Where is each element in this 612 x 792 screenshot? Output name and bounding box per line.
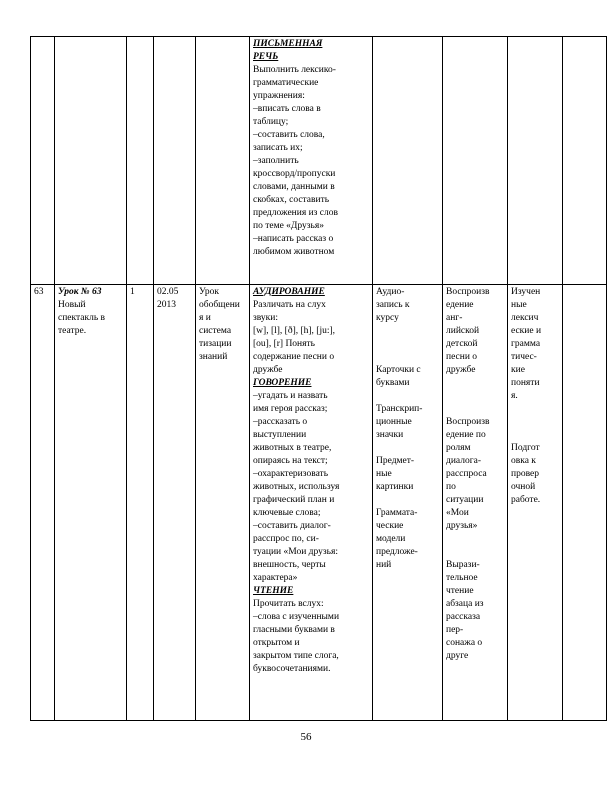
table-row	[31, 285, 607, 721]
extra-cell	[563, 285, 607, 721]
text-line: дружбе	[253, 365, 283, 375]
spacer	[376, 442, 439, 455]
number-cell	[31, 37, 55, 285]
text-line: значки	[376, 430, 404, 440]
text-line: Подгот	[511, 443, 540, 453]
spacer	[446, 546, 504, 559]
text-line: Предмет-	[376, 456, 415, 466]
text-line: Транскрип-	[376, 404, 423, 414]
text-line: еские и	[511, 326, 542, 336]
number-cell	[31, 285, 55, 721]
text-line: закрытом типе слога,	[253, 651, 339, 661]
text-line: по	[446, 482, 456, 492]
text-line: система	[199, 326, 232, 336]
text-line: –охарактеризовать	[253, 469, 329, 479]
text-line: Вырази-	[446, 560, 480, 570]
lesson-hours: 1	[130, 287, 135, 297]
text-line: спектакль в	[58, 313, 106, 323]
hours-cell	[127, 285, 154, 721]
text-line: имя героя рассказ;	[253, 404, 328, 414]
section-heading: РЕЧЬ	[253, 52, 279, 62]
text-line: 02.05	[157, 287, 179, 297]
text-line: лексич	[511, 313, 539, 323]
text-line: гласными буквами в	[253, 625, 335, 635]
text-line: лийской	[446, 326, 480, 336]
text-line: ческие	[376, 521, 404, 531]
spacer	[446, 377, 504, 390]
text-line: таблицу;	[253, 117, 289, 127]
text-line: детской	[446, 339, 478, 349]
text-line: обобщени	[199, 300, 240, 310]
text-line: ключевые слова;	[253, 508, 321, 518]
text-line: тельное	[446, 573, 478, 583]
text-line: тичес-	[511, 352, 537, 362]
text-line: животных, используя	[253, 482, 340, 492]
spacer	[511, 403, 559, 416]
spacer	[376, 390, 439, 403]
text-line: тизации	[199, 339, 232, 349]
text-line: –составить диалог-	[253, 521, 331, 531]
text-line: рассказа	[446, 612, 481, 622]
date-cell	[154, 285, 196, 721]
text-line: содержание песни о	[253, 352, 335, 362]
lesson-title-cell	[55, 285, 127, 721]
text-line: скобках, составить	[253, 195, 330, 205]
text-line: я.	[511, 391, 518, 401]
text-line: едение	[446, 300, 474, 310]
activities-cell	[443, 37, 508, 285]
text-line: [ou], [r] Понять	[253, 339, 315, 349]
text-line: грамматические	[253, 78, 319, 88]
text-line: Граммата-	[376, 508, 418, 518]
materials-cell	[373, 285, 443, 721]
text-line: модели	[376, 534, 406, 544]
text-line: животных в театре,	[253, 443, 332, 453]
text-line: ционные	[376, 417, 412, 427]
text-line: –написать рассказ о	[253, 234, 334, 244]
text-line: Воспроизв	[446, 287, 490, 297]
text-line: анг-	[446, 313, 463, 323]
text-line: 2013	[157, 300, 176, 310]
spacer	[446, 390, 504, 403]
date-cell	[154, 37, 196, 285]
text-line: овка к	[511, 456, 536, 466]
lesson-type-cell	[196, 285, 250, 721]
text-line: ные	[511, 300, 527, 310]
text-line: запись к	[376, 300, 410, 310]
text-line: пер-	[446, 625, 464, 635]
text-line: ситуации	[446, 495, 484, 505]
text-line: –угадать и назвать	[253, 391, 328, 401]
text-line: Карточки с	[376, 365, 421, 375]
text-line: диалога-	[446, 456, 481, 466]
text-line: дружбе	[446, 365, 476, 375]
text-line: провер	[511, 469, 539, 479]
hours-cell	[127, 37, 154, 285]
text-line: по теме «Друзья»	[253, 221, 324, 231]
text-line: любимом животном	[253, 247, 335, 257]
text-line: предложения из слов	[253, 208, 338, 218]
text-line: –рассказать о	[253, 417, 308, 427]
text-line: ний	[376, 560, 392, 570]
text-line: –слова с изученными	[253, 612, 340, 622]
spacer	[511, 416, 559, 429]
text-line: я и	[199, 313, 211, 323]
lesson-title-cell	[55, 37, 127, 285]
text-line: театре.	[58, 326, 87, 336]
spacer	[376, 325, 439, 338]
text-line: опираясь на текст;	[253, 456, 328, 466]
text-line: графический план и	[253, 495, 335, 505]
table-row	[31, 37, 607, 285]
spacer	[376, 338, 439, 351]
text-line: абзаца из	[446, 599, 484, 609]
content-cell	[250, 37, 373, 285]
text-line: едение по	[446, 430, 486, 440]
text-line: грамма	[511, 339, 541, 349]
text-line: друге	[446, 651, 469, 661]
lesson-type-cell	[196, 37, 250, 285]
section-heading: АУДИРОВАНИЕ	[253, 287, 325, 297]
control-cell	[508, 285, 563, 721]
text-line: сонажа о	[446, 638, 483, 648]
section-heading: ГОВОРЕНИЕ	[253, 378, 312, 388]
text-line: упражнения:	[253, 91, 305, 101]
text-line: кие	[511, 365, 525, 375]
spacer	[376, 351, 439, 364]
text-line: Воспроизв	[446, 417, 490, 427]
text-line: Прочитать вслух:	[253, 599, 324, 609]
text-line: записать их;	[253, 143, 303, 153]
text-line: Выполнить лексико-	[253, 65, 336, 75]
section-heading: ПИСЬМЕННАЯ	[253, 39, 323, 49]
spacer	[446, 533, 504, 546]
text-line: кроссворд/пропуски	[253, 169, 336, 179]
text-line: поняти	[511, 378, 540, 388]
text-line: работе.	[511, 495, 541, 505]
text-line: Аудио-	[376, 287, 405, 297]
content-cell	[250, 285, 373, 721]
text-line: внешность, черты	[253, 560, 326, 570]
extra-cell	[563, 37, 607, 285]
activities-cell	[443, 285, 508, 721]
control-cell	[508, 37, 563, 285]
text-line: Различать на слух	[253, 300, 326, 310]
text-line: –вписать слова в	[253, 104, 321, 114]
text-line: буквами	[376, 378, 410, 388]
text-line: Изучен	[511, 287, 541, 297]
section-heading: ЧТЕНИЕ	[253, 586, 294, 596]
text-line: очной	[511, 482, 536, 492]
text-line: –составить слова,	[253, 130, 325, 140]
text-line: –заполнить	[253, 156, 299, 166]
text-line: выступлении	[253, 430, 307, 440]
text-line: [w], [l], [ð], [h], [ju:],	[253, 326, 336, 336]
text-line: звуки:	[253, 313, 279, 323]
text-line: курсу	[376, 313, 399, 323]
text-line: песни о	[446, 352, 478, 362]
text-line: чтение	[446, 586, 474, 596]
text-line: знаний	[199, 352, 228, 362]
text-line: характера»	[253, 573, 298, 583]
lesson-plan-table	[30, 36, 607, 721]
text-line: открытом и	[253, 638, 300, 648]
page-number: 56	[300, 731, 312, 743]
text-line: друзья»	[446, 521, 478, 531]
text-line: предложе-	[376, 547, 418, 557]
text-line: словами, данными в	[253, 182, 335, 192]
text-line: буквосочетаниями.	[253, 664, 331, 674]
text-line: «Мои	[446, 508, 469, 518]
text-line: Урок № 63	[58, 287, 102, 297]
spacer	[511, 429, 559, 442]
materials-cell	[373, 37, 443, 285]
lesson-number: 63	[34, 287, 44, 297]
spacer	[446, 403, 504, 416]
text-line: туации «Мои друзья:	[253, 547, 338, 557]
text-line: картинки	[376, 482, 414, 492]
text-line: расспроса	[446, 469, 487, 479]
text-line: расспрос по, си-	[253, 534, 319, 544]
text-line: ные	[376, 469, 392, 479]
text-line: Урок	[199, 287, 220, 297]
spacer	[376, 494, 439, 507]
text-line: ролям	[446, 443, 471, 453]
text-line: Новый	[58, 300, 86, 310]
